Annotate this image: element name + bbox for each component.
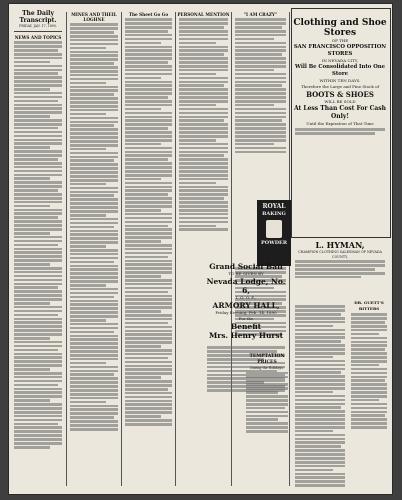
ad-line: BITTERS	[358, 306, 380, 311]
ad-line: DR. GUETT'S	[354, 300, 384, 305]
ad-line: At Less Than Cost For Cash Only!	[293, 105, 387, 120]
column-3	[123, 10, 174, 488]
royal-baking-powder-ad	[257, 200, 291, 266]
column-rule	[66, 12, 67, 486]
ad-line: Mrs. Henry Hurst	[208, 331, 284, 340]
ad-line: Will Be Consolidated Into One Store	[294, 64, 386, 77]
masthead: The Daily Transcript.	[19, 10, 57, 24]
ad-line: IN NEVADA CITY,	[321, 58, 359, 63]
column-1	[12, 10, 64, 488]
ad-line: ROYAL	[262, 203, 286, 210]
ad-line: Clothing and Shoe Stores	[293, 18, 387, 38]
ad-line: Until the Expiration of That Time	[306, 121, 374, 126]
article-text	[177, 18, 230, 231]
ad-line: Benefit	[230, 322, 262, 331]
ad-line: For the	[238, 316, 254, 321]
article-text	[12, 41, 64, 448]
section-heading: NEWS AND TOPICS	[14, 35, 62, 40]
ad-line: POWDER	[260, 240, 288, 246]
section-heading: The Sheet Go Go	[128, 12, 169, 17]
ad-line: CHAMPION CLOTHING SALESMAN OF NEVADA COUNTY,	[298, 250, 382, 259]
ad-line: During the Holidays.	[250, 366, 284, 370]
section-heading: "I AM CRAZY"	[243, 12, 278, 17]
ad-line: TO BE GIVEN BY	[228, 271, 264, 276]
ad-line: OF THE	[331, 38, 349, 43]
section-heading: MINES AND THEIL LOGHNE	[71, 12, 117, 22]
section-heading: PERSONAL MENTION	[177, 12, 230, 17]
ad-line: Nevada Lodge, No. 6,	[206, 277, 286, 295]
column-5	[233, 10, 288, 184]
temptation-prices-ad	[244, 354, 290, 434]
ad-line: ARMORY HALL,	[212, 301, 280, 310]
column-rule	[175, 12, 176, 486]
clothing-stores-ad	[293, 10, 387, 235]
ad-line: WITHIN TEN DAYS.	[319, 78, 361, 83]
ad-line: BOOTS & SHOES	[306, 90, 374, 99]
ad-line: Friday Evening, Feb. 14, 1890	[215, 310, 277, 315]
ad-line: SAN FRANCISCO OPPOSITION STORES	[293, 44, 387, 57]
ad-line: TEMPTATION PRICES	[249, 354, 285, 365]
ad-line: Therefore the Large and Fine Stock of	[301, 84, 379, 89]
ad-line: WILL BE SOLD	[324, 99, 356, 104]
bitters-ad	[349, 300, 389, 480]
column-rule	[121, 12, 122, 486]
baking-powder-can-icon	[266, 220, 282, 238]
article-text	[68, 23, 120, 430]
newspaper-page	[9, 4, 392, 494]
hyman-ad	[293, 236, 387, 296]
article-text	[123, 18, 174, 425]
ad-line: L. HYMAN,	[315, 240, 365, 250]
ad-line: I. O. O. F.,	[236, 295, 256, 300]
dateline: FRIDAY, JAN. 17, 1890.	[19, 24, 57, 28]
column-2	[68, 10, 120, 488]
article-text	[233, 18, 288, 153]
ad-line: BAKING	[262, 211, 286, 217]
ad-line: Grand Social Ball	[209, 262, 283, 271]
right-lower-text	[293, 304, 347, 488]
